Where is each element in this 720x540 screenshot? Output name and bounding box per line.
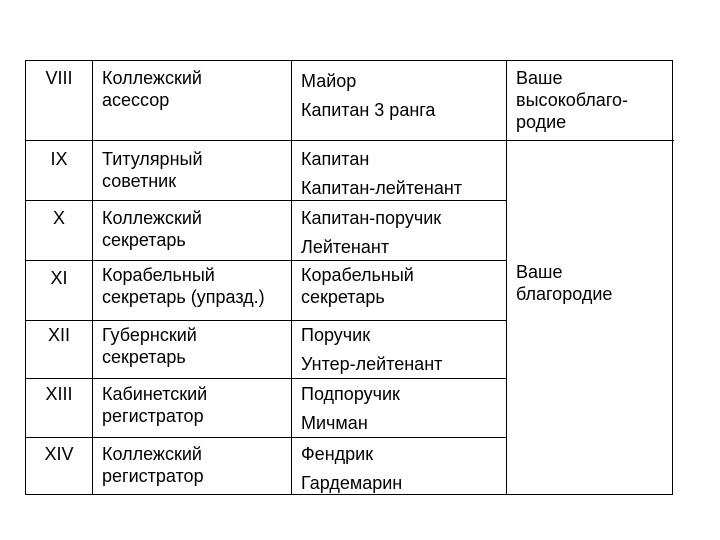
rank-number: XIV — [44, 444, 74, 464]
column-divider — [291, 61, 292, 494]
rank-number: X — [52, 208, 65, 228]
row-divider — [26, 140, 506, 141]
civil-rank: Коллежский регистратор — [102, 444, 204, 486]
rank-table — [25, 60, 673, 495]
rank-number: XIII — [45, 384, 73, 404]
military-rank: Капитан Капитан-лейтенант — [301, 149, 463, 198]
military-rank: Капитан-поручик Лейтенант — [301, 208, 442, 257]
military-rank: Майор Капитан 3 ранга — [301, 71, 436, 120]
civil-rank: Губернский секретарь — [102, 325, 197, 367]
military-rank: Корабельный секретарь — [301, 265, 414, 307]
rank-number: IX — [50, 149, 68, 169]
civil-rank: Коллежский секретарь — [102, 208, 202, 250]
rank-number: XI — [50, 268, 68, 288]
civil-rank: Коллежский асессор — [102, 68, 202, 110]
column-divider — [92, 61, 93, 494]
address-divider — [506, 140, 674, 141]
military-rank: Фендрик Гардемарин — [301, 444, 403, 493]
civil-rank: Кабинетский регистратор — [102, 384, 208, 426]
address-form: Ваше высокоблаго- родие — [516, 68, 628, 132]
rank-number: XII — [47, 325, 70, 345]
column-divider — [506, 61, 507, 494]
civil-rank: Титулярный советник — [102, 149, 203, 191]
row-divider — [26, 437, 506, 438]
military-rank: Подпоручик Мичман — [301, 384, 400, 433]
civil-rank: Корабельный секретарь (упразд.) — [102, 265, 265, 307]
military-rank: Поручик Унтер-лейтенант — [301, 325, 443, 374]
address-form: Ваше благородие — [516, 262, 613, 304]
rank-number: VIII — [45, 68, 73, 88]
